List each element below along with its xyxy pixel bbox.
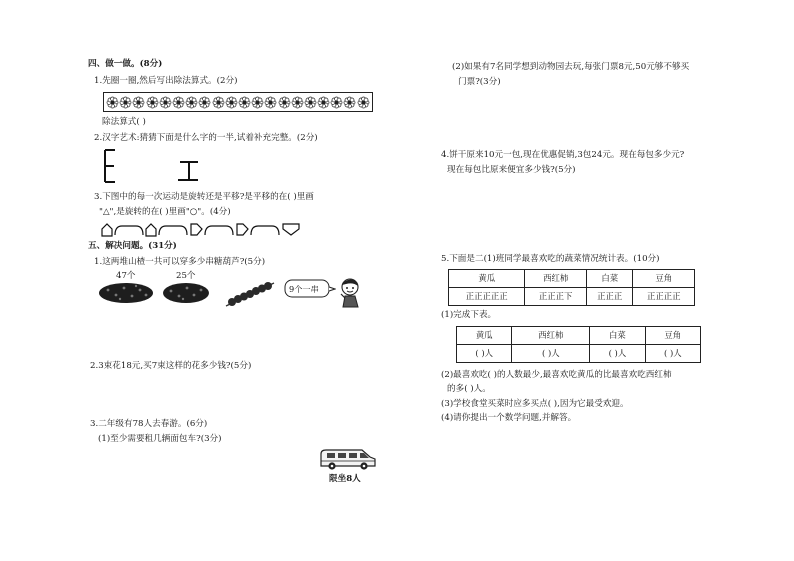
problem-5-sub-3: (3)学校食堂买菜时应多买点( ),因为它最受欢迎。 <box>441 399 629 409</box>
tally-table <box>448 269 695 306</box>
tally-header-cell: 豆角 <box>633 270 695 288</box>
problem-2: 2.3束花18元,买7束这样的花多少钱?(5分) <box>90 361 252 371</box>
problem-5-sub-2-line2: 的多( )人。 <box>447 384 491 394</box>
flower-icon <box>304 96 317 109</box>
flower-icon <box>212 96 225 109</box>
flower-icon <box>198 96 211 109</box>
count-blank-cell[interactable]: ( )人 <box>512 345 590 363</box>
count-blank-cell[interactable]: ( )人 <box>590 345 645 363</box>
tally-header-cell: 白菜 <box>586 270 633 288</box>
tally-table-header-row <box>449 270 695 288</box>
tally-header-cell: 西红柿 <box>525 270 587 288</box>
problem-1: 1.这两堆山楂一共可以穿多少串糖葫芦?(5分) <box>94 257 266 267</box>
problem-3: 3.二年级有78人去春游。(6分) <box>90 419 208 429</box>
arrow-shape-icon <box>191 224 202 235</box>
flower-icon <box>106 96 119 109</box>
flower-icon <box>317 96 330 109</box>
tally-value-cell: 正正正正正 <box>449 288 525 306</box>
count-table <box>456 326 701 363</box>
van-caption: 限坐8人 <box>329 474 361 484</box>
house-shape-icon <box>146 224 156 236</box>
problem-5-sub-4: (4)请你提出一个数学问题,并解答。 <box>441 413 577 423</box>
boy-character-icon <box>336 277 366 309</box>
flower-icon <box>238 96 251 109</box>
candied-hawthorn-skewer-icon <box>224 280 278 308</box>
flower-icon <box>264 96 277 109</box>
motion-blank-3 <box>205 226 233 235</box>
question-1: 1.先圈一圈,然后写出除法算式。(2分) <box>94 76 238 86</box>
hawthorn-pile-1-icon <box>98 282 154 304</box>
problem-3-sub-2-line2: 门票?(3分) <box>458 77 501 87</box>
problem-3-sub-2-line1: (2)如果有7名同学想到动物园去玩,每张门票8元,50元够不够买 <box>452 62 690 72</box>
flower-icon <box>251 96 264 109</box>
flower-icon <box>159 96 172 109</box>
flower-icon <box>172 96 185 109</box>
problem-3-sub-1: (1)至少需要租几辆面包车?(3分) <box>98 434 222 444</box>
motion-blank-2 <box>159 226 187 235</box>
house-shape-icon <box>102 224 112 236</box>
count-blank-cell[interactable]: ( )人 <box>645 345 700 363</box>
question-3-line1: 3.下图中的每一次运动是旋转还是平移?是平移的在( )里画 <box>94 192 314 202</box>
flower-icon <box>330 96 343 109</box>
problem-4-line1: 4.饼干原来10元一包,现在优惠促销,3包24元。现在每包多少元? <box>441 150 685 160</box>
hawthorn-pile-2-icon <box>162 282 210 304</box>
flower-icon <box>132 96 145 109</box>
flower-icon <box>146 96 159 109</box>
tally-value-cell: 正正正正 <box>633 288 695 306</box>
section-5-title: 五、解决问题。(31分) <box>88 241 177 251</box>
flower-icon <box>357 96 370 109</box>
tally-header-cell: 黄瓜 <box>449 270 525 288</box>
flower-icon <box>225 96 238 109</box>
section-4-title: 四、做一做。(8分) <box>88 59 163 69</box>
count-header-cell: 黄瓜 <box>457 327 512 345</box>
flower-icon <box>291 96 304 109</box>
problem-5-sub-2-line1: (2)最喜欢吃( )的人数最少,最喜欢吃黄瓜的比最喜欢吃西红柿 <box>441 370 672 380</box>
question-1-formula: 除法算式( ) <box>102 117 146 127</box>
count-header-cell: 豆角 <box>645 327 700 345</box>
half-character-2-icon <box>176 160 200 182</box>
speech-bubble-text: 9个一串 <box>289 284 319 294</box>
count-table-header-row <box>457 327 701 345</box>
motion-blank-1 <box>115 226 143 235</box>
problem-5: 5.下面是二(1)班同学最喜欢吃的蔬菜情况统计表。(10分) <box>441 254 660 264</box>
tally-value-cell: 正正正下 <box>525 288 587 306</box>
flower-icon <box>343 96 356 109</box>
flower-icon <box>278 96 291 109</box>
minibus-icon <box>318 446 378 472</box>
arrow-shape-icon <box>237 224 248 235</box>
flower-icon <box>185 96 198 109</box>
pile-2-label: 25个 <box>176 271 196 281</box>
question-3-line2: "△",是旋转的在( )里画"○"。(4分) <box>99 207 231 217</box>
count-header-cell: 白菜 <box>590 327 645 345</box>
motion-sequence <box>100 222 322 238</box>
half-character-1-icon <box>103 148 117 184</box>
problem-5-sub-1: (1)完成下表。 <box>441 310 497 320</box>
tally-value-cell: 正正正 <box>586 288 633 306</box>
count-header-cell: 西红柿 <box>512 327 590 345</box>
question-2: 2.汉字艺术:猜猜下面是什么字的一半,试着补充完整。(2分) <box>94 133 318 143</box>
count-table-value-row <box>457 345 701 363</box>
problem-4-line2: 现在每包比原来便宜多少钱?(5分) <box>447 165 576 175</box>
motion-blank-4 <box>251 226 279 235</box>
pile-1-label: 47个 <box>116 271 136 281</box>
flower-box <box>103 92 373 112</box>
tally-table-value-row <box>449 288 695 306</box>
shield-shape-icon <box>283 224 299 235</box>
flower-icon <box>119 96 132 109</box>
count-blank-cell[interactable]: ( )人 <box>457 345 512 363</box>
